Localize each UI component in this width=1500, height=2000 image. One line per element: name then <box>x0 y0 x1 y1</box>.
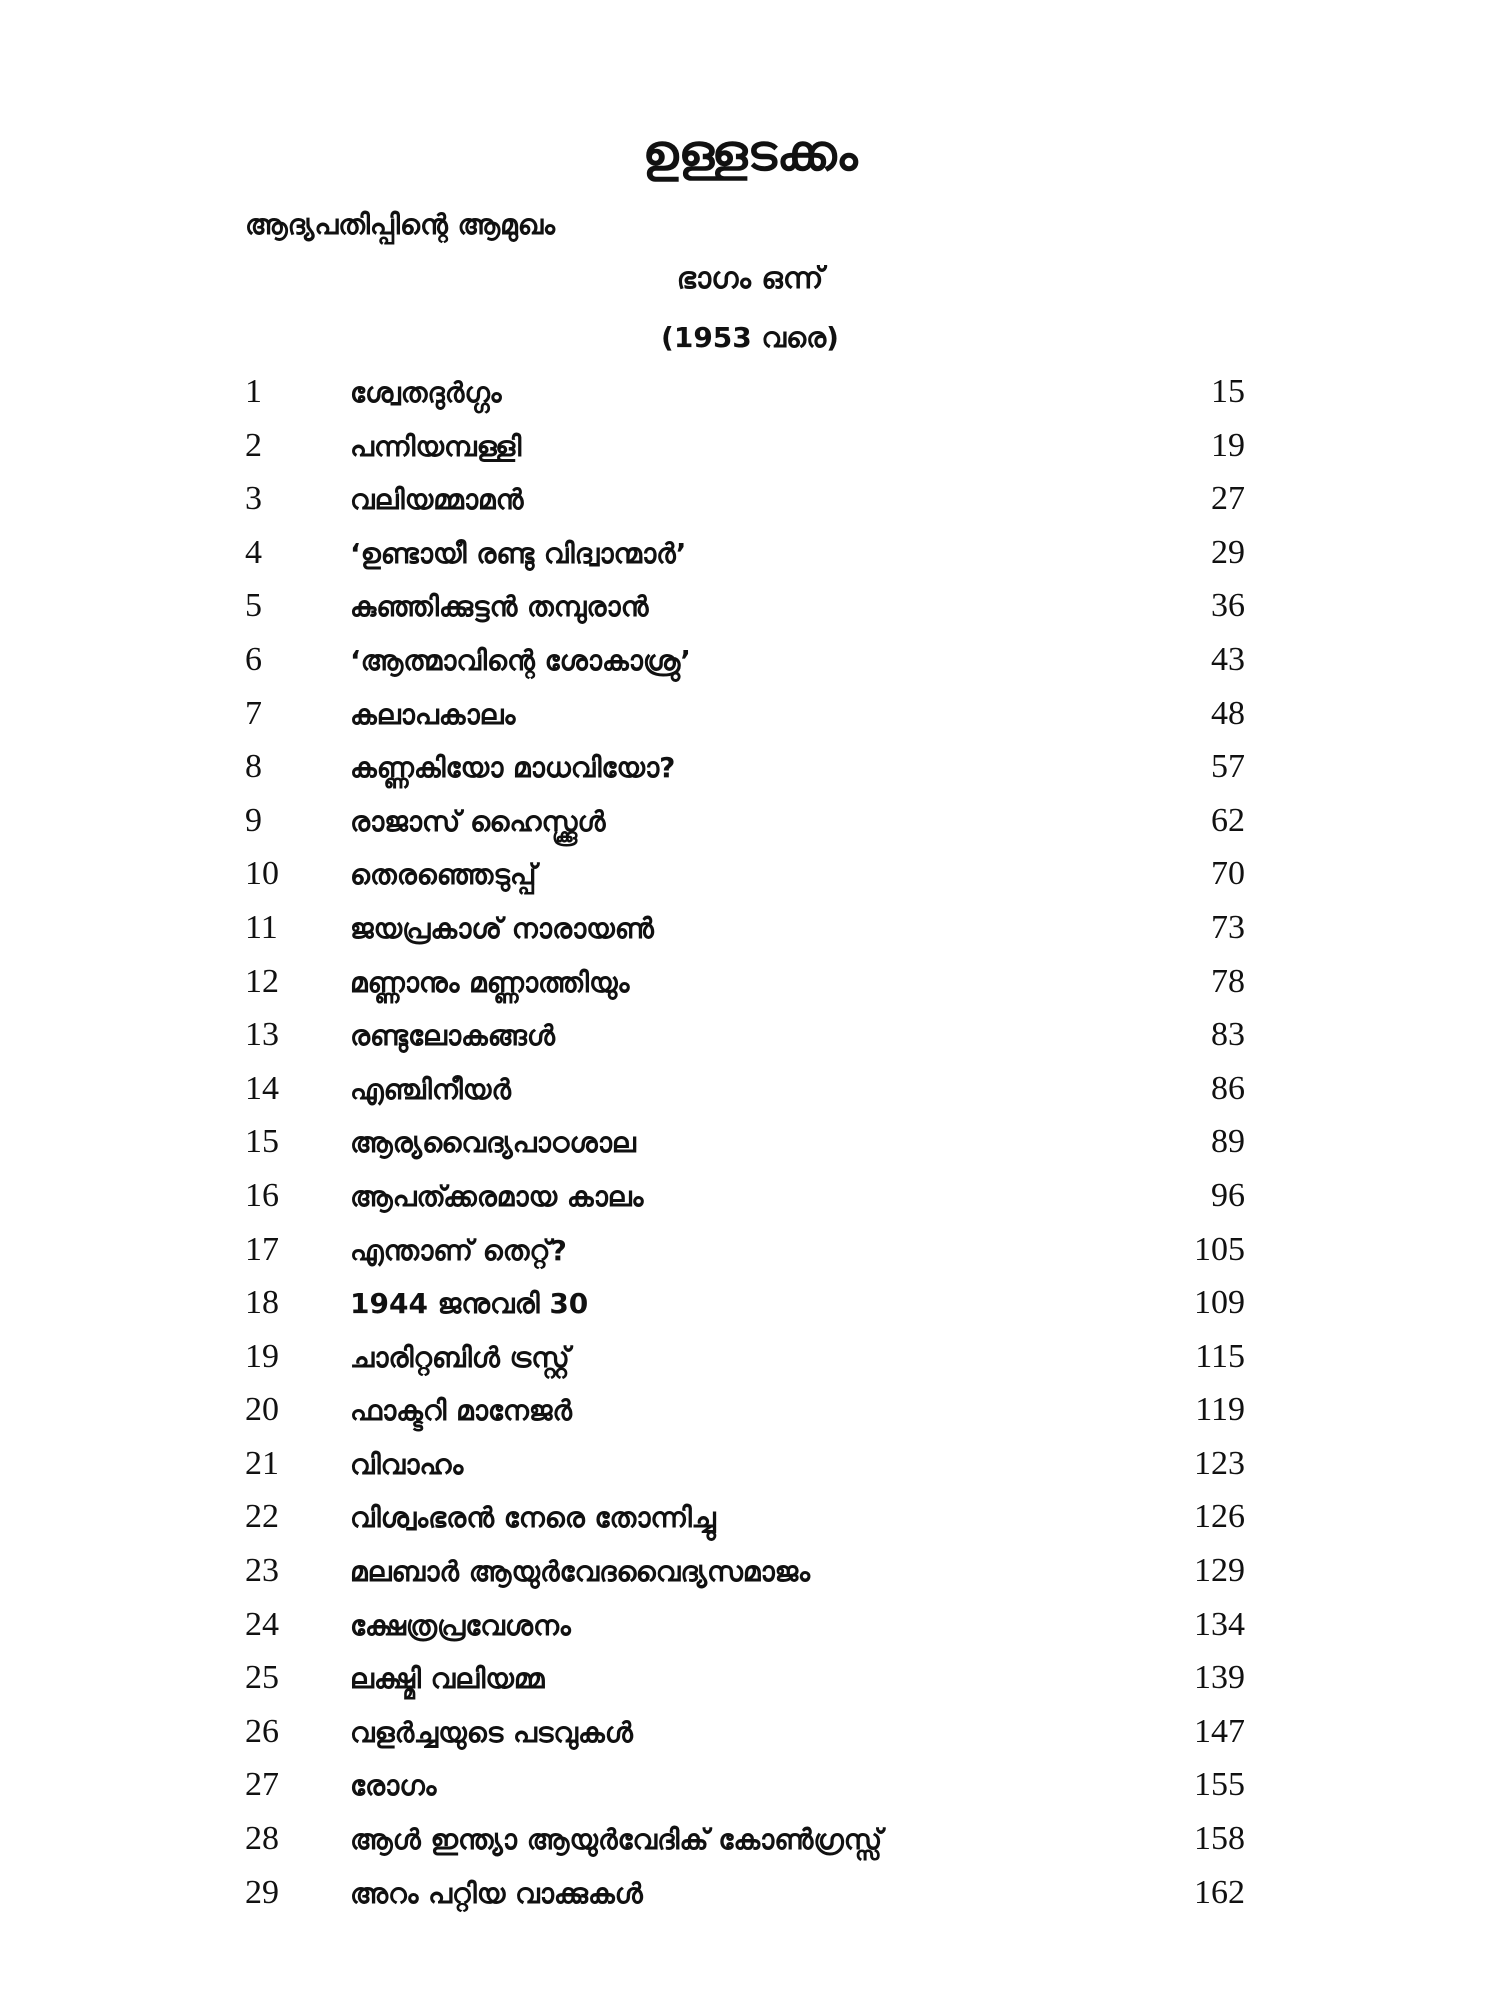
chapter-title: വിവാഹം <box>350 1447 464 1481</box>
chapter-title: കുഞ്ഞിക്കുട്ടൻ തമ്പുരാൻ <box>350 590 649 624</box>
chapter-title: പന്നിയമ്പള്ളി <box>350 429 522 463</box>
toc-row <box>245 638 1245 692</box>
chapter-title: ലക്ഷ്മി വലിയമ്മ <box>350 1662 545 1696</box>
chapter-title: എഞ്ചിനീയർ <box>350 1072 512 1106</box>
chapter-page-number: 36 <box>1211 587 1245 625</box>
chapter-number: 10 <box>245 855 279 893</box>
chapter-title: 1944 ജനുവരി 30 <box>350 1287 589 1321</box>
chapter-page-number: 162 <box>1194 1873 1245 1911</box>
part-title: ഭാഗം ഒന്ന് <box>676 261 824 296</box>
chapter-title: അറം പറ്റിയ വാക്കുകൾ <box>350 1876 643 1910</box>
chapter-page-number: 15 <box>1211 373 1245 410</box>
chapter-title: ‘ഉണ്ടായീ രണ്ടു വിദ്വാന്മാർ’ <box>350 536 687 570</box>
toc-row <box>245 1603 1245 1657</box>
chapter-title: തെരഞ്ഞെടുപ്പ് <box>350 858 537 892</box>
chapter-number: 7 <box>245 694 262 732</box>
toc-row <box>245 1067 1245 1121</box>
toc-row <box>245 531 1245 585</box>
chapter-title: ആപത്ക്കരമായ കാലം <box>350 1179 644 1213</box>
chapter-page-number: 19 <box>1211 426 1245 464</box>
chapter-title: ചാരിറ്റബിൾ ട്രസ്റ്റ് <box>350 1340 570 1374</box>
chapter-number: 4 <box>245 533 262 571</box>
chapter-title: കലാപകാലം <box>350 697 516 731</box>
chapter-number: 14 <box>245 1069 279 1107</box>
chapter-page-number: 134 <box>1194 1605 1245 1643</box>
chapter-title: ‘ആത്മാവിന്റെ ശോകാശ്രു’ <box>350 643 691 677</box>
chapter-page-number: 155 <box>1194 1766 1245 1804</box>
chapter-number: 27 <box>245 1766 279 1804</box>
toc-row <box>245 852 1245 906</box>
toc-row <box>245 692 1245 746</box>
chapter-number: 9 <box>245 801 262 839</box>
chapter-title: രോഗം <box>350 1769 437 1803</box>
chapter-number: 16 <box>245 1176 279 1214</box>
chapter-number: 11 <box>245 908 278 946</box>
chapter-page-number: 62 <box>1211 801 1245 839</box>
chapter-title: ജയപ്രകാശ് നാരായൺ <box>350 911 654 945</box>
chapter-page-number: 109 <box>1194 1284 1245 1322</box>
table-of-contents <box>245 370 1245 1924</box>
chapter-number: 19 <box>245 1337 279 1375</box>
toc-row <box>245 745 1245 799</box>
toc-row <box>245 1228 1245 1282</box>
toc-row <box>245 799 1245 853</box>
toc-row <box>245 1013 1245 1067</box>
chapter-page-number: 158 <box>1194 1820 1245 1858</box>
preface-title: ആദ്യപതിപ്പിന്റെ ആമുഖം <box>245 208 555 241</box>
chapter-page-number: 96 <box>1211 1176 1245 1214</box>
toc-row <box>245 1817 1245 1871</box>
chapter-page-number: 139 <box>1194 1659 1245 1697</box>
toc-row <box>245 477 1245 531</box>
toc-row <box>245 1656 1245 1710</box>
chapter-number: 28 <box>245 1820 279 1858</box>
chapter-title: വലിയമ്മാമൻ <box>350 483 524 517</box>
chapter-number: 8 <box>245 748 262 786</box>
chapter-page-number: 78 <box>1211 962 1245 1000</box>
chapter-title: രാജാസ് ഹൈസ്ക്കൂൾ <box>350 804 606 838</box>
toc-row <box>245 1335 1245 1389</box>
toc-row <box>245 1710 1245 1764</box>
chapter-number: 2 <box>245 426 262 464</box>
chapter-title: മലബാർ ആയുർവേദവൈദ്യസമാജം <box>350 1555 810 1589</box>
page-title: ഉള്ളടക്കം <box>642 124 858 182</box>
chapter-number: 5 <box>245 587 262 625</box>
toc-row <box>245 1871 1245 1925</box>
chapter-title: ആൾ ഇന്ത്യാ ആയുർവേദിക് കോൺഗ്രസ്സ് <box>350 1823 883 1857</box>
chapter-number: 1 <box>245 373 262 410</box>
chapter-number: 23 <box>245 1552 279 1590</box>
chapter-page-number: 43 <box>1211 640 1245 678</box>
toc-row <box>245 1281 1245 1335</box>
toc-row <box>245 370 1245 424</box>
toc-row <box>245 584 1245 638</box>
part-range: (1953 വരെ) <box>661 321 839 354</box>
chapter-number: 15 <box>245 1123 279 1161</box>
chapter-number: 22 <box>245 1498 279 1536</box>
chapter-title: ക്ഷേത്രപ്രവേശനം <box>350 1608 571 1642</box>
chapter-number: 6 <box>245 640 262 678</box>
toc-row <box>245 424 1245 478</box>
toc-row <box>245 1442 1245 1496</box>
chapter-page-number: 119 <box>1195 1391 1245 1429</box>
chapter-page-number: 129 <box>1194 1552 1245 1590</box>
toc-row <box>245 906 1245 960</box>
toc-row <box>245 1763 1245 1817</box>
chapter-page-number: 57 <box>1211 748 1245 786</box>
chapter-page-number: 29 <box>1211 533 1245 571</box>
chapter-title: ഫാക്ടറി മാനേജർ <box>350 1394 572 1428</box>
chapter-number: 13 <box>245 1016 279 1054</box>
chapter-number: 21 <box>245 1444 279 1482</box>
chapter-page-number: 73 <box>1211 908 1245 946</box>
chapter-title: രണ്ടുലോകങ്ങൾ <box>350 1019 555 1053</box>
chapter-title: വിശ്വംഭരൻ നേരെ തോന്നിച്ചു <box>350 1501 716 1535</box>
chapter-number: 17 <box>245 1230 279 1268</box>
chapter-page-number: 126 <box>1194 1498 1245 1536</box>
chapter-page-number: 147 <box>1194 1712 1245 1750</box>
chapter-title: വളർച്ചയുടെ പടവുകൾ <box>350 1715 633 1749</box>
chapter-page-number: 123 <box>1194 1444 1245 1482</box>
chapter-page-number: 105 <box>1194 1230 1245 1268</box>
chapter-title: കണ്ണകിയോ മാധവിയോ? <box>350 751 676 785</box>
chapter-page-number: 48 <box>1211 694 1245 732</box>
chapter-title: ആര്യവൈദ്യപാഠശാല <box>350 1126 636 1160</box>
chapter-number: 25 <box>245 1659 279 1697</box>
chapter-number: 29 <box>245 1873 279 1911</box>
chapter-number: 12 <box>245 962 279 1000</box>
chapter-page-number: 89 <box>1211 1123 1245 1161</box>
chapter-title: ശ്വേതദുർഗ്ഗം <box>350 376 502 409</box>
toc-row <box>245 1388 1245 1442</box>
chapter-page-number: 83 <box>1211 1016 1245 1054</box>
chapter-title: മണ്ണാനും മണ്ണാത്തിയും <box>350 965 630 999</box>
toc-row <box>245 960 1245 1014</box>
chapter-number: 3 <box>245 480 262 518</box>
chapter-page-number: 115 <box>1195 1337 1245 1375</box>
chapter-number: 20 <box>245 1391 279 1429</box>
chapter-page-number: 86 <box>1211 1069 1245 1107</box>
chapter-page-number: 70 <box>1211 855 1245 893</box>
toc-row <box>245 1174 1245 1228</box>
toc-row <box>245 1120 1245 1174</box>
chapter-page-number: 27 <box>1211 480 1245 518</box>
chapter-number: 24 <box>245 1605 279 1643</box>
toc-row <box>245 1549 1245 1603</box>
toc-row <box>245 1495 1245 1549</box>
chapter-number: 26 <box>245 1712 279 1750</box>
chapter-number: 18 <box>245 1284 279 1322</box>
chapter-title: എന്താണ് തെറ്റ്? <box>350 1233 567 1267</box>
